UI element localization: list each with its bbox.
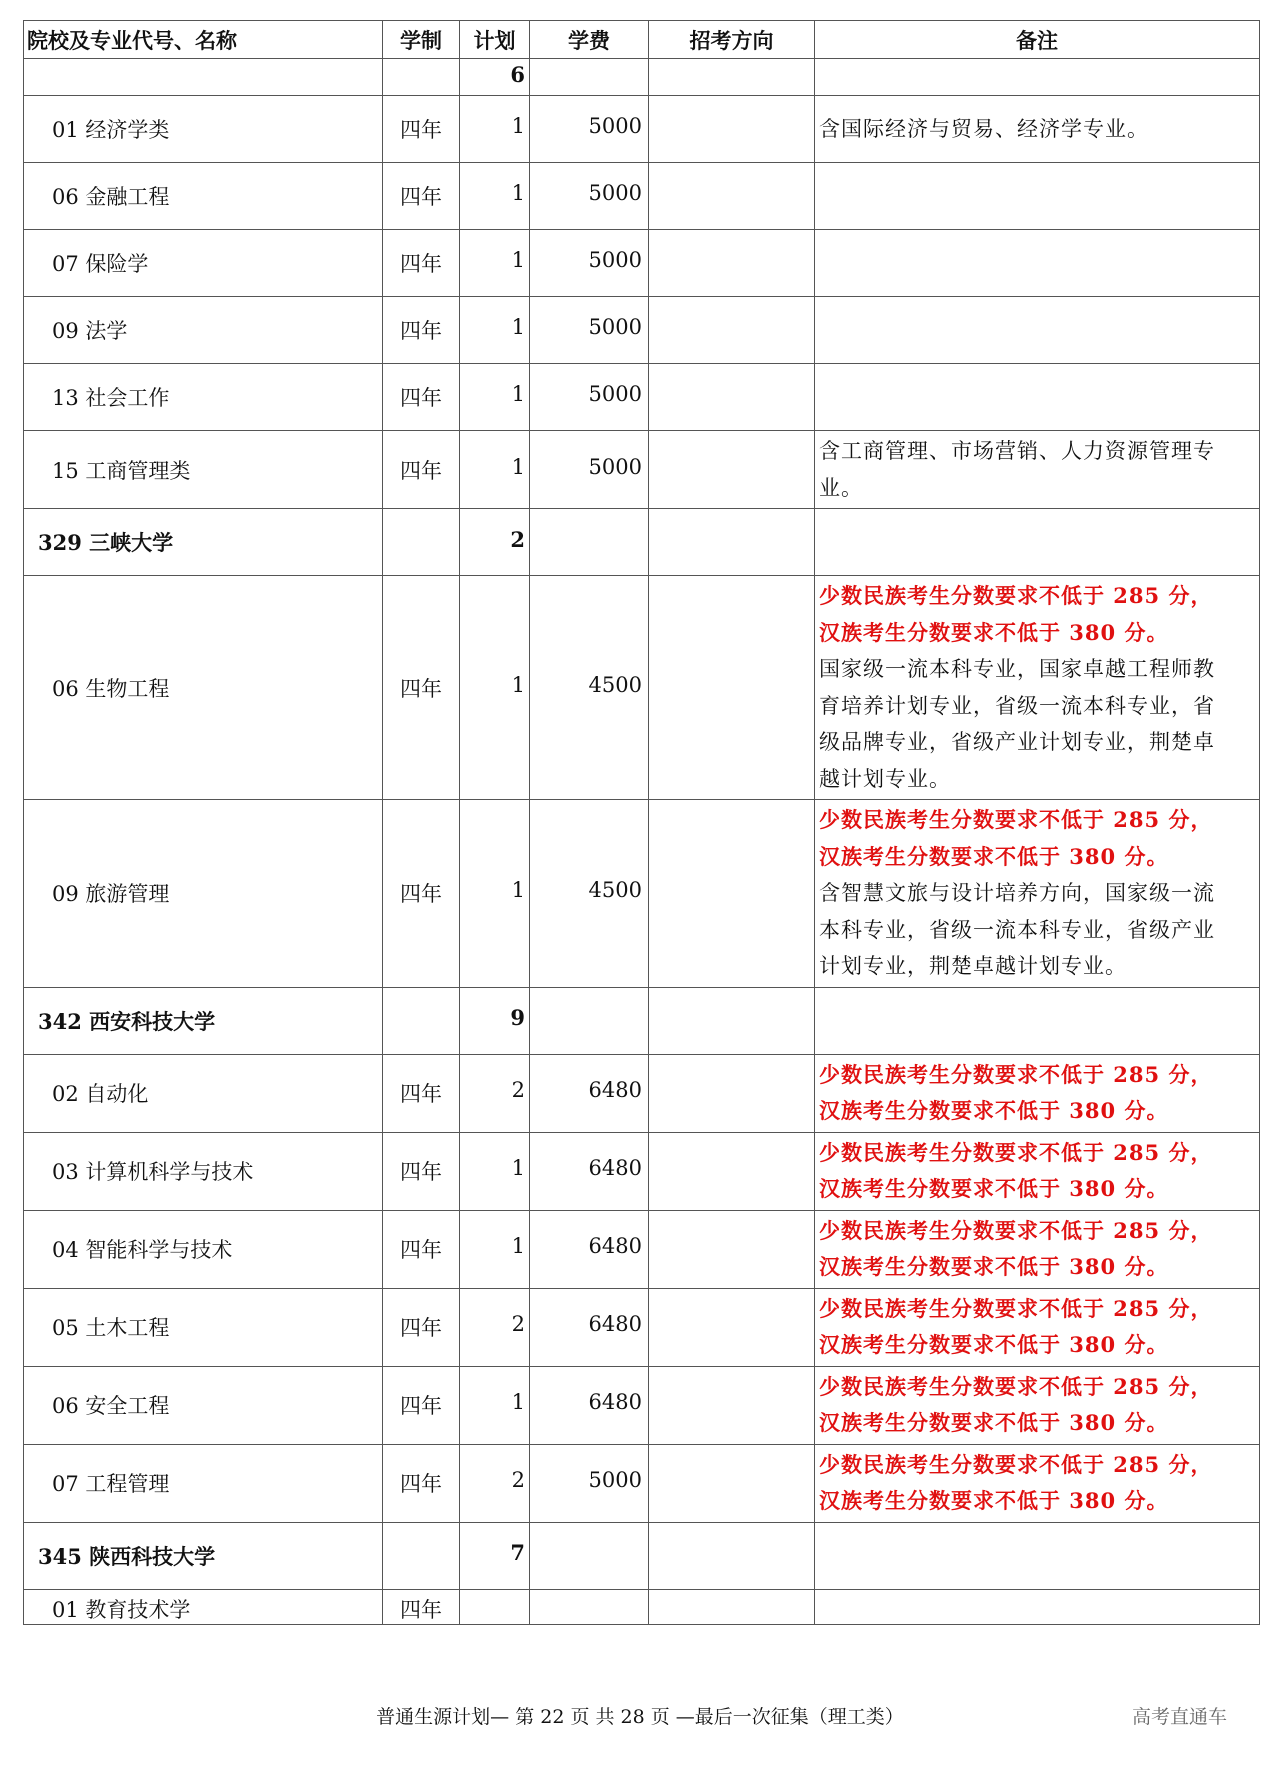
fee-cell: 6480 [530, 1054, 649, 1132]
university-name-cell: 345 陕西科技大学 [24, 1522, 383, 1589]
major-name-cell: 07 保险学 [24, 230, 383, 297]
duration-cell: 四年 [383, 1210, 460, 1288]
table-row [24, 1366, 1260, 1444]
note-cell [815, 987, 1260, 1054]
table-row [24, 96, 1260, 163]
direction-cell [649, 576, 815, 800]
fee-cell: 6480 [530, 1288, 649, 1366]
major-name-cell: 13 社会工作 [24, 364, 383, 431]
fee-cell: 6480 [530, 1366, 649, 1444]
note-line: 含国际经济与贸易、经济学专业。 [819, 116, 1149, 141]
plan-cell: 9 [460, 987, 530, 1054]
plan-cell: 1 [460, 800, 530, 988]
score-requirement-line: 汉族考生分数要求不低于 380 分。 [819, 1254, 1169, 1279]
major-name-cell: 15 工商管理类 [24, 431, 383, 509]
note-cell [815, 1210, 1260, 1288]
table-row [24, 800, 1260, 988]
duration-cell [383, 987, 460, 1054]
fee-cell: 5000 [530, 364, 649, 431]
plan-cell: 2 [460, 1288, 530, 1366]
major-name-cell: 01 经济学类 [24, 96, 383, 163]
enrollment-plan-table [23, 20, 1260, 1625]
duration-cell [383, 509, 460, 576]
note-line: 含工商管理、市场营销、人力资源管理专 [819, 439, 1215, 463]
header-row [24, 21, 1260, 59]
score-requirement-line: 汉族考生分数要求不低于 380 分。 [819, 1176, 1169, 1201]
major-name-cell: 04 智能科学与技术 [24, 1210, 383, 1288]
major-name-cell: 02 自动化 [24, 1054, 383, 1132]
note-cell [815, 431, 1260, 509]
direction-cell [649, 1132, 815, 1210]
duration-cell: 四年 [383, 1589, 460, 1624]
table-row [24, 987, 1260, 1054]
note-cell [815, 1054, 1260, 1132]
plan-cell: 1 [460, 1210, 530, 1288]
major-name-cell: 09 旅游管理 [24, 800, 383, 988]
plan-cell: 1 [460, 96, 530, 163]
duration-cell [383, 59, 460, 96]
major-name-cell: 06 生物工程 [24, 576, 383, 800]
note-cell [815, 96, 1260, 163]
note-cell [815, 1288, 1260, 1366]
note-cell [815, 509, 1260, 576]
plan-cell: 2 [460, 509, 530, 576]
note-cell [815, 59, 1260, 96]
university-name-cell [24, 59, 383, 96]
plan-cell: 1 [460, 1366, 530, 1444]
table-row [24, 1288, 1260, 1366]
direction-cell [649, 1366, 815, 1444]
duration-cell: 四年 [383, 1054, 460, 1132]
plan-cell: 6 [460, 59, 530, 96]
header-plan: 计划 [460, 21, 530, 59]
plan-cell: 1 [460, 163, 530, 230]
direction-cell [649, 364, 815, 431]
note-line: 国家级一流本科专业，国家卓越工程师教 [819, 657, 1215, 681]
table-row [24, 230, 1260, 297]
duration-cell: 四年 [383, 1288, 460, 1366]
score-requirement-line: 少数民族考生分数要求不低于 285 分， [819, 1451, 1213, 1477]
fee-cell: 6480 [530, 1210, 649, 1288]
plan-cell: 2 [460, 1054, 530, 1132]
major-name-cell: 07 工程管理 [24, 1444, 383, 1522]
watermark: 高考直通车 [1132, 1706, 1228, 1728]
note-line: 本科专业，省级一流本科专业，省级产业 [819, 917, 1215, 942]
duration-cell: 四年 [383, 1132, 460, 1210]
duration-cell: 四年 [383, 96, 460, 163]
note-cell [815, 163, 1260, 230]
table-row [24, 431, 1260, 509]
table-row [24, 1589, 1260, 1624]
plan-cell: 1 [460, 364, 530, 431]
major-name-cell: 01 教育技术学 [24, 1589, 383, 1624]
plan-cell [460, 1589, 530, 1624]
fee-cell [530, 509, 649, 576]
major-name-cell: 06 安全工程 [24, 1366, 383, 1444]
note-cell [815, 1589, 1260, 1624]
header-duration: 学制 [383, 21, 460, 59]
score-requirement-line: 少数民族考生分数要求不低于 285 分， [819, 807, 1213, 832]
score-requirement-line: 少数民族考生分数要求不低于 285 分， [819, 1295, 1213, 1321]
fee-cell: 5000 [530, 230, 649, 297]
fee-cell [530, 59, 649, 96]
fee-cell: 5000 [530, 1444, 649, 1522]
table-row [24, 1054, 1260, 1132]
duration-cell: 四年 [383, 576, 460, 800]
direction-cell [649, 297, 815, 364]
header-fee: 学费 [530, 21, 649, 59]
page-footer: 普通生源计划— 第 22 页 共 28 页 —最后一次征集（理工类） [376, 1706, 904, 1728]
score-requirement-line: 少数民族考生分数要求不低于 285 分， [819, 1139, 1213, 1165]
direction-cell [649, 1210, 815, 1288]
table-row [24, 1444, 1260, 1522]
score-requirement-line: 汉族考生分数要求不低于 380 分。 [819, 1410, 1169, 1435]
duration-cell: 四年 [383, 364, 460, 431]
note-cell [815, 297, 1260, 364]
direction-cell [649, 163, 815, 230]
fee-cell: 4500 [530, 576, 649, 800]
score-requirement-line: 汉族考生分数要求不低于 380 分。 [819, 1332, 1169, 1357]
plan-cell: 2 [460, 1444, 530, 1522]
plan-cell: 7 [460, 1522, 530, 1589]
duration-cell: 四年 [383, 230, 460, 297]
direction-cell [649, 1522, 815, 1589]
duration-cell: 四年 [383, 431, 460, 509]
duration-cell: 四年 [383, 1366, 460, 1444]
score-requirement-line: 汉族考生分数要求不低于 380 分。 [819, 1098, 1169, 1123]
table-row [24, 1132, 1260, 1210]
plan-cell: 1 [460, 576, 530, 800]
major-name-cell: 06 金融工程 [24, 163, 383, 230]
direction-cell [649, 1288, 815, 1366]
note-cell [815, 800, 1260, 988]
note-line: 计划专业，荆楚卓越计划专业。 [819, 954, 1127, 978]
score-requirement-line: 少数民族考生分数要求不低于 285 分， [819, 1061, 1213, 1087]
table-row [24, 163, 1260, 230]
score-requirement-line: 汉族考生分数要求不低于 380 分。 [819, 619, 1169, 645]
fee-cell: 5000 [530, 431, 649, 509]
direction-cell [649, 1444, 815, 1522]
fee-cell: 5000 [530, 163, 649, 230]
table-row [24, 509, 1260, 576]
university-name-cell: 329 三峡大学 [24, 509, 383, 576]
fee-cell: 5000 [530, 297, 649, 364]
fee-cell [530, 1522, 649, 1589]
fee-cell: 5000 [530, 96, 649, 163]
fee-cell: 4500 [530, 800, 649, 988]
direction-cell [649, 987, 815, 1054]
major-name-cell: 09 法学 [24, 297, 383, 364]
direction-cell [649, 509, 815, 576]
table-row [24, 1522, 1260, 1589]
plan-cell: 1 [460, 297, 530, 364]
note-cell [815, 1366, 1260, 1444]
direction-cell [649, 800, 815, 988]
note-cell [815, 364, 1260, 431]
header-note: 备注 [815, 21, 1260, 59]
plan-cell: 1 [460, 230, 530, 297]
table-row [24, 297, 1260, 364]
score-requirement-line: 少数民族考生分数要求不低于 285 分， [819, 1217, 1213, 1243]
plan-cell: 1 [460, 431, 530, 509]
score-requirement-line: 汉族考生分数要求不低于 380 分。 [819, 1488, 1169, 1513]
duration-cell [383, 1522, 460, 1589]
note-cell [815, 1444, 1260, 1522]
note-cell [815, 230, 1260, 297]
header-name: 院校及专业代号、名称 [24, 21, 383, 59]
university-name-cell: 342 西安科技大学 [24, 987, 383, 1054]
fee-cell [530, 987, 649, 1054]
fee-cell: 6480 [530, 1132, 649, 1210]
direction-cell [649, 96, 815, 163]
score-requirement-line: 少数民族考生分数要求不低于 285 分， [819, 1373, 1213, 1399]
table-row [24, 59, 1260, 96]
table-row [24, 364, 1260, 431]
note-cell [815, 1132, 1260, 1210]
duration-cell: 四年 [383, 800, 460, 988]
note-line: 育培养计划专业，省级一流本科专业，省 [819, 693, 1215, 718]
table-row [24, 576, 1260, 800]
note-line: 越计划专业。 [819, 766, 951, 791]
direction-cell [649, 230, 815, 297]
note-line: 级品牌专业，省级产业计划专业，荆楚卓 [819, 730, 1215, 754]
duration-cell: 四年 [383, 1444, 460, 1522]
duration-cell: 四年 [383, 297, 460, 364]
table-row [24, 1210, 1260, 1288]
direction-cell [649, 1054, 815, 1132]
header-direction: 招考方向 [649, 21, 815, 59]
note-cell [815, 576, 1260, 800]
score-requirement-line: 汉族考生分数要求不低于 380 分。 [819, 843, 1169, 869]
direction-cell [649, 59, 815, 96]
note-line: 业。 [819, 475, 863, 500]
plan-cell: 1 [460, 1132, 530, 1210]
note-line: 含智慧文旅与设计培养方向，国家级一流 [819, 881, 1215, 905]
major-name-cell: 05 土木工程 [24, 1288, 383, 1366]
direction-cell [649, 1589, 815, 1624]
score-requirement-line: 少数民族考生分数要求不低于 285 分， [819, 583, 1213, 608]
direction-cell [649, 431, 815, 509]
duration-cell: 四年 [383, 163, 460, 230]
note-cell [815, 1522, 1260, 1589]
fee-cell [530, 1589, 649, 1624]
major-name-cell: 03 计算机科学与技术 [24, 1132, 383, 1210]
